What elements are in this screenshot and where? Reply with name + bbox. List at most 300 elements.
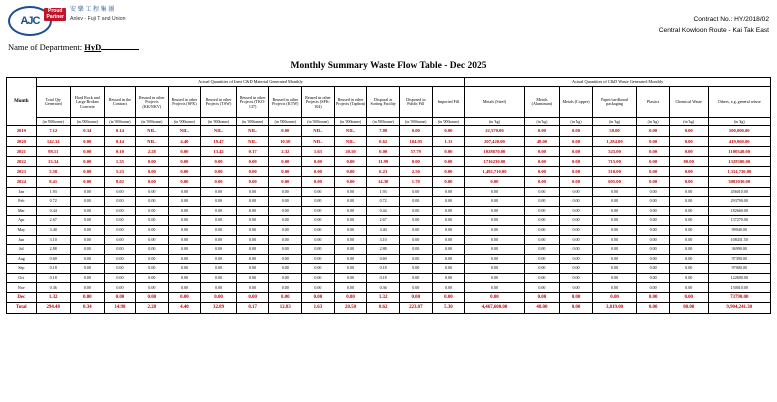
table-cell: 0.00	[201, 264, 237, 274]
table-cell: 142.34	[36, 136, 70, 146]
table-cell: 0.00	[432, 197, 465, 207]
table-cell: 0.00	[465, 197, 524, 207]
document-header	[0, 0, 777, 36]
column-unit: (in '000tonne)	[136, 118, 169, 126]
table-cell: 456010.00	[708, 187, 771, 197]
table-row	[7, 126, 771, 136]
table-cell: 48.00	[524, 303, 560, 313]
table-cell: 0.00	[637, 283, 670, 293]
table-cell: 0.00	[201, 216, 237, 226]
table-cell: 0.00	[168, 254, 201, 264]
logo-badge-line2: Partner	[46, 13, 64, 20]
table-cell: 0.10	[104, 146, 135, 156]
table-cell: 0.00	[524, 264, 560, 274]
table-cell: 0.00	[201, 293, 237, 303]
table-cell: 137270.00	[708, 216, 771, 226]
table-cell: 0.00	[560, 293, 593, 303]
table-cell: 0.00	[592, 206, 636, 216]
table-cell: 0.00	[524, 177, 560, 187]
month-column-header: Month	[7, 78, 37, 126]
table-cell: 0.00	[269, 254, 302, 264]
row-month: Apr	[7, 216, 37, 226]
row-month: Nov	[7, 283, 37, 293]
table-cell: 0.00	[432, 177, 465, 187]
table-cell: 1,284.00	[592, 136, 636, 146]
table-cell: 0.00	[592, 197, 636, 207]
table-cell: NIL.	[136, 136, 169, 146]
column-unit: (in '000tonne)	[399, 118, 432, 126]
table-cell: 0.00	[168, 235, 201, 245]
table-cell: 0.00	[432, 273, 465, 283]
table-cell: 0.00	[236, 225, 269, 235]
table-cell: 0.00	[168, 216, 201, 226]
table-cell: 32.89	[201, 303, 237, 313]
table-cell: 0.69	[36, 254, 70, 264]
table-cell: 0.00	[560, 235, 593, 245]
column-header: Reused in other Projects (TKO-137)	[236, 87, 269, 118]
row-month: 2020	[7, 136, 37, 146]
page-title: Monthly Summary Waste Flow Table - Dec 2025	[290, 61, 487, 72]
table-cell: 0.00	[367, 146, 400, 156]
table-cell: 14.98	[104, 303, 135, 313]
table-cell: 0.00	[302, 156, 335, 166]
table-cell: 80.00	[669, 303, 708, 313]
column-header: Reused in other Projects (SFK)	[168, 87, 201, 118]
table-row	[7, 177, 771, 187]
table-cell: 1.70	[399, 177, 432, 187]
table-cell: 0.00	[302, 293, 335, 303]
row-month: Feb	[7, 197, 37, 207]
table-cell: 0.00	[524, 187, 560, 197]
table-cell: 0.36	[36, 283, 70, 293]
table-cell: 0.00	[236, 235, 269, 245]
table-cell: 0.00	[334, 206, 367, 216]
table-cell: 2.28	[136, 146, 169, 156]
row-month: 2019	[7, 126, 37, 136]
table-cell: 0.00	[399, 273, 432, 283]
table-row	[7, 303, 771, 313]
group-header-row	[7, 78, 771, 87]
table-cell: 0.00	[269, 264, 302, 274]
table-cell: 5.30	[432, 303, 465, 313]
table-cell: 0.00	[399, 156, 432, 166]
table-cell: 0.00	[168, 293, 201, 303]
table-cell: 0.00	[637, 225, 670, 235]
company-logo	[8, 6, 125, 36]
column-header: Reused in the Contract	[104, 87, 135, 118]
table-cell: 0.00	[236, 254, 269, 264]
table-cell: 0.00	[465, 216, 524, 226]
department-underline	[101, 49, 139, 50]
table-cell: 0.00	[269, 197, 302, 207]
table-cell: 0.44	[36, 206, 70, 216]
table-cell: 223.07	[399, 303, 432, 313]
table-cell: 0.00	[669, 254, 708, 264]
table-cell: 48.00	[524, 136, 560, 146]
table-cell: 97390.00	[708, 254, 771, 264]
table-cell: NIL.	[302, 126, 335, 136]
table-cell: 0.00	[432, 245, 465, 255]
table-cell: 8.02	[104, 177, 135, 187]
logo-joint-venture: Anlev - Fuji T and Union	[70, 15, 126, 22]
table-row	[7, 197, 771, 207]
table-cell: 0.17	[236, 146, 269, 156]
table-cell: 0.00	[136, 235, 169, 245]
table-cell: 0.00	[334, 293, 367, 303]
table-cell: 7.88	[367, 126, 400, 136]
table-cell: 108431.50	[708, 235, 771, 245]
logo-badge-line1: Proud	[48, 8, 63, 14]
table-cell: 0.00	[201, 206, 237, 216]
table-cell: 0.00	[168, 177, 201, 187]
table-cell: 0.00	[637, 177, 670, 187]
table-cell: 3082030.00	[708, 177, 771, 187]
table-cell: 0.00	[637, 264, 670, 274]
table-cell: 0.00	[269, 177, 302, 187]
column-header: Reused in other Projects (TSW)	[201, 87, 237, 118]
table-cell: 3.10	[36, 235, 70, 245]
table-cell: 0.00	[269, 283, 302, 293]
table-cell: 0.00	[104, 293, 135, 303]
table-cell: 500,000.00	[708, 126, 771, 136]
table-cell: 0.00	[269, 225, 302, 235]
table-cell: 0.18	[367, 264, 400, 274]
table-cell: 0.00	[334, 254, 367, 264]
table-cell: 0.00	[70, 235, 104, 245]
table-cell: 2.50	[399, 167, 432, 177]
table-cell: 0.00	[70, 146, 104, 156]
table-cell: 0.00	[432, 216, 465, 226]
table-cell: 0.00	[236, 216, 269, 226]
table-cell: 0.00	[201, 225, 237, 235]
table-cell: 0.00	[168, 283, 201, 293]
table-cell: 0.00	[560, 264, 593, 274]
table-cell: 1.93	[367, 187, 400, 197]
table-cell: 0.00	[465, 264, 524, 274]
table-cell: 0.00	[302, 245, 335, 255]
column-unit: (in 'kg)	[592, 118, 636, 126]
table-cell: 0.00	[560, 245, 593, 255]
table-cell: 0.00	[432, 146, 465, 156]
table-row	[7, 167, 771, 177]
group-header: Actual Quantities of Inert C&D Material Generated Monthly	[36, 78, 465, 87]
column-unit: (in '000tonne)	[201, 118, 237, 126]
table-cell: 0.00	[70, 225, 104, 235]
table-cell: 6.23	[367, 167, 400, 177]
table-cell: 0.00	[269, 126, 302, 136]
table-cell: 0.00	[334, 264, 367, 274]
table-cell: 0.00	[399, 126, 432, 136]
table-cell: 0.00	[302, 197, 335, 207]
table-cell: 1716230.00	[465, 156, 524, 166]
table-cell: 5.23	[104, 167, 135, 177]
table-cell: 0.00	[669, 264, 708, 274]
table-cell: 0.00	[136, 245, 169, 255]
table-cell: 0.00	[669, 235, 708, 245]
table-cell: 0.00	[302, 264, 335, 274]
column-header: Disposed in Public Fill	[399, 87, 432, 118]
table-cell: 2.88	[36, 245, 70, 255]
table-cell: 0.00	[592, 245, 636, 255]
table-row	[7, 225, 771, 235]
table-cell: 0.00	[302, 216, 335, 226]
table-cell: 0.00	[269, 156, 302, 166]
table-cell: 0.00	[168, 225, 201, 235]
table-cell: 0.00	[669, 177, 708, 187]
table-cell: 0.00	[432, 156, 465, 166]
row-month: 2021	[7, 146, 37, 156]
table-cell: 3,819.00	[592, 303, 636, 313]
table-cell: 0.00	[201, 156, 237, 166]
table-cell: 0.36	[367, 283, 400, 293]
table-row	[7, 283, 771, 293]
table-cell: 3.40	[367, 225, 400, 235]
table-cell: 0.00	[399, 197, 432, 207]
logo-chinese-name: 安 樂 工 程 集 團	[70, 7, 115, 13]
table-cell: 0.00	[592, 273, 636, 283]
table-cell: 0.00	[104, 283, 135, 293]
table-cell: 0.00	[524, 273, 560, 283]
table-cell: 0.00	[236, 156, 269, 166]
table-cell: 0.00	[432, 206, 465, 216]
column-header: Reused in other Projects (KK/NKV)	[136, 87, 169, 118]
column-unit: (in '000tonne)	[432, 118, 465, 126]
column-header-row	[7, 87, 771, 118]
table-cell: 0.00	[334, 235, 367, 245]
table-cell: 20.50	[334, 146, 367, 156]
table-cell: NIL.	[136, 126, 169, 136]
table-cell: 0.00	[104, 225, 135, 235]
table-cell: 0.00	[465, 283, 524, 293]
table-cell: 0.00	[669, 216, 708, 226]
row-month: 2023	[7, 167, 37, 177]
table-cell: 2.28	[136, 303, 169, 313]
table-cell: 57.79	[399, 146, 432, 156]
table-cell: 0.00	[269, 273, 302, 283]
table-cell: 0.00	[269, 245, 302, 255]
table-cell: 0.00	[302, 283, 335, 293]
column-unit: (in 'kg)	[708, 118, 771, 126]
row-month: Aug	[7, 254, 37, 264]
table-cell: 80.00	[669, 156, 708, 166]
column-header: Total Qty Generated	[36, 87, 70, 118]
table-cell: 0.00	[524, 235, 560, 245]
table-cell: 0.00	[669, 167, 708, 177]
table-cell: 0.00	[592, 187, 636, 197]
column-unit: (in 'kg)	[560, 118, 593, 126]
department-label: Name of Department:	[8, 42, 83, 53]
table-cell: 0.00	[637, 156, 670, 166]
column-header: Metals (Copper)	[560, 87, 593, 118]
table-cell: 0.00	[236, 264, 269, 274]
table-cell: 0.00	[70, 264, 104, 274]
table-cell: 0.00	[524, 216, 560, 226]
table-row	[7, 206, 771, 216]
table-cell: 4.40	[168, 136, 201, 146]
table-cell: 0.00	[669, 245, 708, 255]
table-cell: 0.00	[201, 273, 237, 283]
table-cell: 0.00	[524, 197, 560, 207]
contract-info	[659, 6, 769, 36]
table-cell: 0.00	[104, 245, 135, 255]
table-cell: 0.00	[70, 156, 104, 166]
table-cell: 58.00	[592, 126, 636, 136]
table-cell: 1328300.00	[708, 156, 771, 166]
table-cell: 0.62	[367, 136, 400, 146]
table-cell: 0.00	[524, 146, 560, 156]
table-cell: 0.00	[334, 167, 367, 177]
table-cell: 0.00	[465, 293, 524, 303]
table-cell: 0.00	[637, 126, 670, 136]
table-cell: 0.00	[399, 245, 432, 255]
table-cell: 9,904,241.30	[708, 303, 771, 313]
table-cell: 525.00	[592, 146, 636, 156]
project-name: Central Kowloon Route - Kai Tak East	[658, 27, 769, 35]
table-cell: 0.00	[432, 254, 465, 264]
table-cell: 14.30	[367, 177, 400, 187]
table-cell: 293790.00	[708, 197, 771, 207]
table-cell: 0.00	[104, 254, 135, 264]
table-cell: 0.00	[560, 156, 593, 166]
column-unit: (in 'kg)	[669, 118, 708, 126]
table-cell: NIL.	[236, 136, 269, 146]
table-cell: 0.00	[269, 216, 302, 226]
table-cell: 419,060.00	[708, 136, 771, 146]
table-cell: 0.00	[524, 206, 560, 216]
table-cell: 0.00	[201, 254, 237, 264]
column-header: Imported Fill	[432, 87, 465, 118]
table-cell: 0.00	[136, 156, 169, 166]
table-cell: 0.34	[70, 303, 104, 313]
table-cell: 0.00	[465, 206, 524, 216]
table-body	[7, 126, 771, 313]
table-cell: 99940.00	[708, 225, 771, 235]
column-header: Disposal at Sorting Facility	[367, 87, 400, 118]
table-cell: 0.00	[104, 206, 135, 216]
table-cell: 0.00	[399, 187, 432, 197]
logo-text-block	[70, 6, 125, 22]
table-cell: 0.00	[201, 197, 237, 207]
table-cell: 0.00	[236, 293, 269, 303]
table-cell: 0.00	[432, 283, 465, 293]
table-cell: 0.00	[524, 254, 560, 264]
table-cell: 0.00	[168, 156, 201, 166]
table-cell: 0.00	[70, 206, 104, 216]
column-unit: (in '000tonne)	[334, 118, 367, 126]
table-cell: 0.00	[236, 197, 269, 207]
column-unit: (in '000tonne)	[269, 118, 302, 126]
column-unit: (in '000tonne)	[302, 118, 335, 126]
table-cell: 0.00	[236, 273, 269, 283]
table-cell: 0.00	[334, 245, 367, 255]
table-cell: 0.00	[136, 206, 169, 216]
table-cell: 715.00	[592, 156, 636, 166]
table-cell: 0.00	[637, 216, 670, 226]
table-row	[7, 264, 771, 274]
table-cell: 0.00	[669, 136, 708, 146]
table-cell: 20.50	[334, 303, 367, 313]
table-cell: 3.10	[367, 235, 400, 245]
logo-badge	[44, 8, 66, 21]
table-cell: 4.40	[168, 303, 201, 313]
table-cell: 0.14	[104, 126, 135, 136]
table-cell: 0.00	[168, 167, 201, 177]
column-header: Reused in other Projects (KTW)	[269, 87, 302, 118]
table-cell: 0.00	[70, 187, 104, 197]
table-cell: 0.00	[465, 273, 524, 283]
table-cell: 0.00	[302, 235, 335, 245]
table-cell: 0.00	[560, 225, 593, 235]
table-cell: 0.00	[302, 167, 335, 177]
table-cell: 0.18	[36, 264, 70, 274]
table-cell: 0.00	[669, 293, 708, 303]
table-cell: 0.18	[367, 273, 400, 283]
table-cell: 0.00	[168, 206, 201, 216]
table-row	[7, 156, 771, 166]
table-cell: 0.00	[201, 187, 237, 197]
table-cell: 0.00	[560, 197, 593, 207]
table-cell: 0.72	[36, 197, 70, 207]
table-cell: 0.00	[334, 197, 367, 207]
table-cell: 0.00	[70, 177, 104, 187]
column-unit: (in '000tonne)	[36, 118, 70, 126]
department-value: HyD	[84, 42, 102, 53]
table-cell: 1,334,730.00	[708, 167, 771, 177]
table-cell: 0.00	[269, 235, 302, 245]
table-cell: 19.47	[201, 136, 237, 146]
table-cell: 0.00	[168, 187, 201, 197]
table-cell: 0.00	[201, 283, 237, 293]
table-cell: 0.00	[637, 245, 670, 255]
table-cell: 0.00	[70, 254, 104, 264]
table-cell: 1.63	[302, 146, 335, 156]
table-cell: 0.00	[136, 197, 169, 207]
table-cell: 0.14	[104, 136, 135, 146]
table-cell: 0.00	[302, 254, 335, 264]
table-cell: 0.72	[367, 197, 400, 207]
table-cell: 0.00	[524, 283, 560, 293]
table-cell: 0.00	[399, 216, 432, 226]
table-cell: 0.00	[637, 254, 670, 264]
table-cell: 1,492,710.00	[465, 167, 524, 177]
table-cell: NIL.	[334, 126, 367, 136]
table-cell: 0.00	[560, 177, 593, 187]
table-cell: 0.00	[302, 177, 335, 187]
table-cell: 0.00	[592, 293, 636, 303]
table-cell: 0.00	[560, 273, 593, 283]
table-head	[7, 78, 771, 126]
table-cell: 10.50	[269, 136, 302, 146]
table-cell: NIL.	[236, 126, 269, 136]
table-cell: 0.00	[136, 254, 169, 264]
table-cell: 0.00	[168, 146, 201, 156]
table-cell: 12.83	[269, 303, 302, 313]
row-month: Mar	[7, 206, 37, 216]
table-cell: 0.00	[432, 167, 465, 177]
table-row	[7, 245, 771, 255]
table-cell: 0.00	[136, 264, 169, 274]
table-cell: 11.99	[367, 156, 400, 166]
column-unit: (in '000tonne)	[168, 118, 201, 126]
table-cell: 0.00	[524, 156, 560, 166]
table-cell: 104.95	[399, 136, 432, 146]
logo-mark	[8, 6, 66, 36]
table-cell: 0.00	[592, 264, 636, 274]
table-cell: 0.00	[560, 206, 593, 216]
table-cell: 0.00	[669, 273, 708, 283]
column-unit: (in '000tonne)	[70, 118, 104, 126]
table-cell: 0.00	[432, 225, 465, 235]
